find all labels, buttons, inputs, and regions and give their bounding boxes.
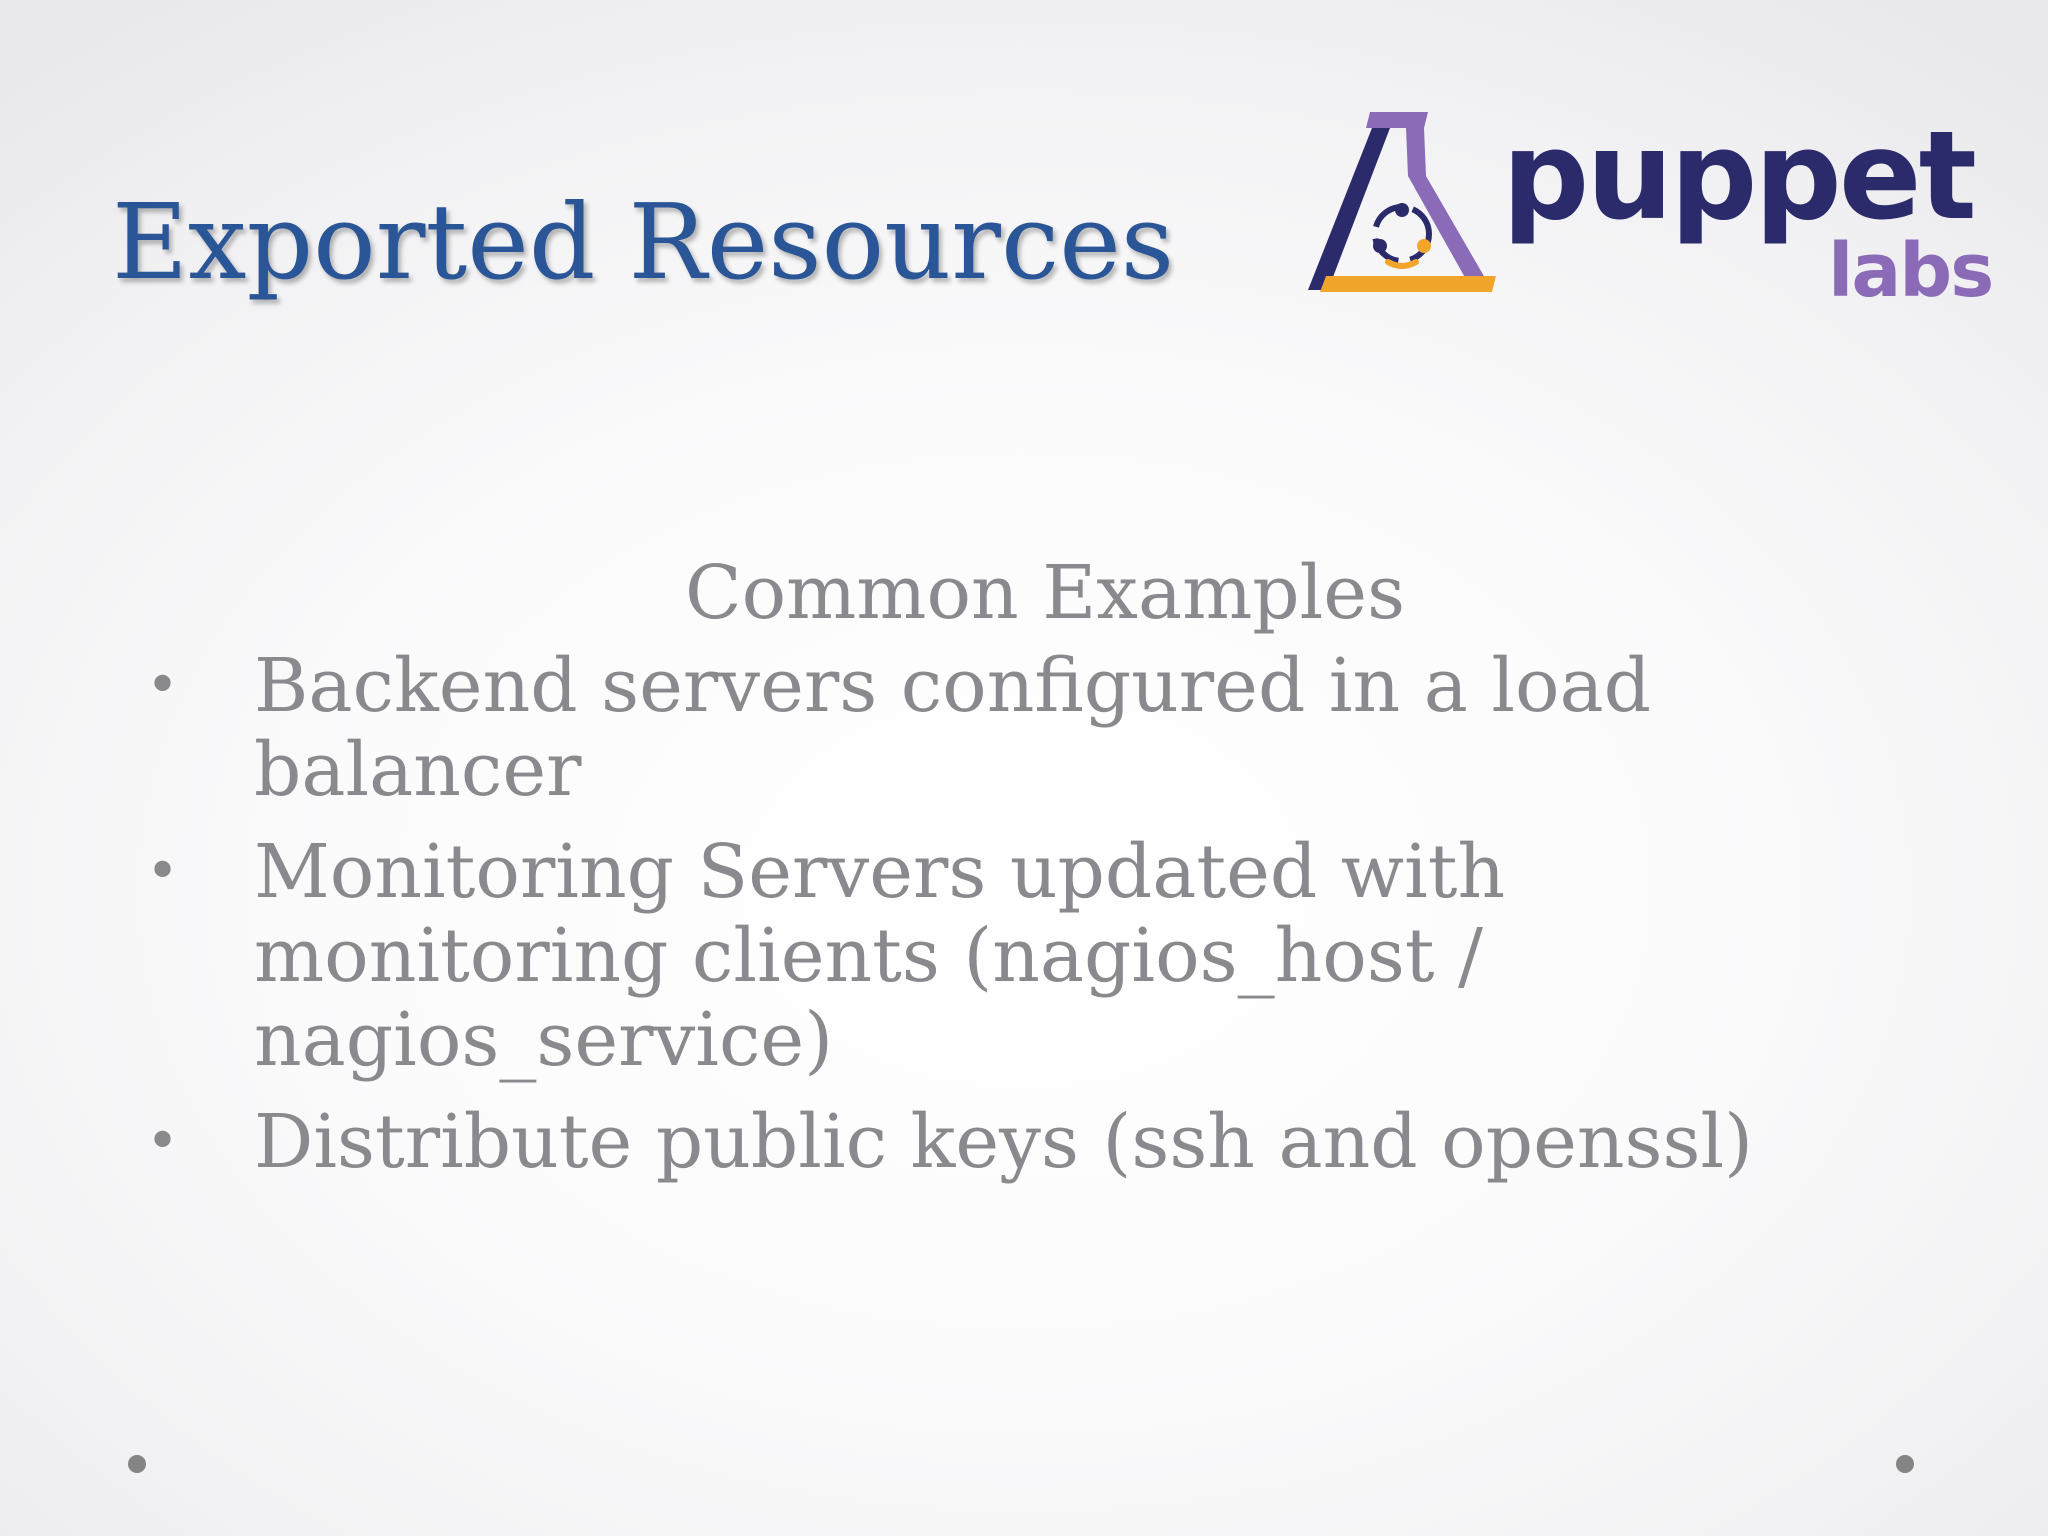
corner-dot-right (1896, 1455, 1914, 1473)
subheading: Common Examples (684, 550, 1406, 636)
corner-dot-left (128, 1455, 146, 1473)
puppet-labs-logo (1306, 100, 1996, 310)
slide-title: Exported Resources (112, 181, 1175, 303)
slide-body (140, 552, 1900, 1202)
bullet-text: Backend servers configured in a load balancer (254, 643, 1652, 813)
bullet-icon: • (146, 839, 180, 904)
bullet-icon: • (146, 1109, 180, 1174)
list-item (140, 1100, 1900, 1184)
list-item (140, 830, 1900, 1082)
logo-word-labs: labs (1828, 228, 1993, 310)
list-item (140, 644, 1900, 812)
logo-word-puppet: puppet (1502, 105, 1974, 247)
bullet-list (140, 644, 1900, 1184)
bullet-icon: • (146, 653, 180, 718)
bullet-text: Distribute public keys (ssh and openssl) (254, 1099, 1754, 1185)
bullet-text: Monitoring Servers updated with monitoring clients (nagios_host / nagios_service) (254, 829, 1506, 1083)
flask-icon (1308, 112, 1496, 292)
